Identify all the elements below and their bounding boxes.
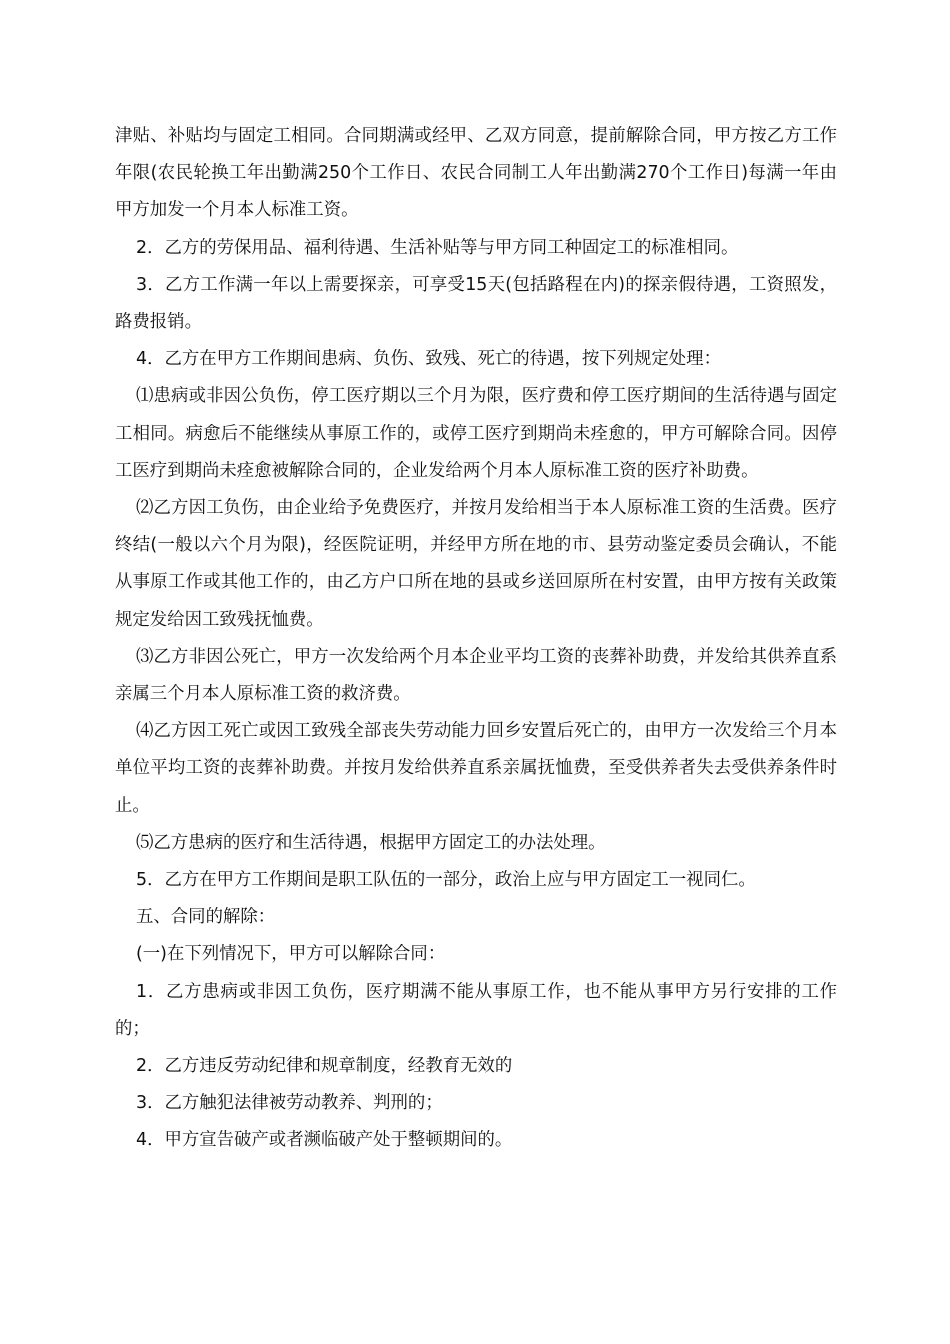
termination-item-3: 3．乙方触犯法律被劳动教养、判刑的； [136, 1093, 443, 1114]
paragraph-subitem-3-non-work-death: ⑶乙方非因公死亡，甲方一次发给两个月本企业平均工资的丧葬补助费，并发给其供养直系亲属三个月本人原标准工资的救济费。 [115, 646, 837, 705]
termination-item-4: 4．甲方宣告破产或者濒临破产处于整顿期间的。 [136, 1130, 513, 1151]
paragraph-item-3-home-leave: 3．乙方工作满一年以上需要探亲，可享受15天(包括路程在内)的探亲假待遇，工资照发，路费报销。 [115, 274, 837, 333]
paragraph-subitem-1-illness: ⑴患病或非因公负伤，停工医疗期以三个月为限，医疗费和停工医疗期间的生活待遇与固定工相同。病愈后不能继续从事原工作的，或停工医疗到期尚未痊愈的，甲方可解除合同。因停工医疗到期尚未痊愈被解除合同的，企业发给两个月本人原标准工资的医疗补助费。 [115, 386, 837, 481]
paragraph-item-2-benefits: 2．乙方的劳保用品、福利待遇、生活补贴等与甲方同工种固定工的标准相同。 [136, 237, 739, 258]
paragraph-subitem-5-medical: ⑸乙方患病的医疗和生活待遇，根据甲方固定工的办法处理。 [136, 832, 606, 853]
paragraph-subitem-2-work-injury: ⑵乙方因工负伤，由企业给予免费医疗，并按月发给相当于本人原标准工资的生活费。医疗终结(一般以六个月为限)，经医院证明，并经甲方所在地的市、县劳动鉴定委员会确认，不能从事原工作或其他工作的，由乙方户口所在地的县或乡送回原所在村安置，由甲方按有关政策规定发给因工致残抚恤费。 [115, 498, 837, 630]
paragraph-subitem-4-work-death: ⑷乙方因工死亡或因工致残全部丧失劳动能力回乡安置后死亡的，由甲方一次发给三个月本单位平均工资的丧葬补助费。并按月发给供养直系亲属抚恤费，至受供养者失去受供养条件时止。 [115, 721, 837, 816]
termination-item-1: 1．乙方患病或非因工负伤，医疗期满不能从事原工作，也不能从事甲方另行安排的工作的； [115, 981, 837, 1039]
paragraph-item-4-treatment: 4．乙方在甲方工作期间患病、负伤、致残、死亡的待遇，按下列规定处理： [136, 349, 721, 370]
termination-item-2: 2．乙方违反劳动纪律和规章制度，经教育无效的 [136, 1056, 513, 1077]
section-heading-termination: 五、合同的解除： [136, 907, 276, 928]
subsection-heading-party-a-terminate: (一)在下列情况下，甲方可以解除合同： [136, 944, 446, 965]
paragraph-item-5-workforce: 5．乙方在甲方工作期间是职工队伍的一部分，政治上应与甲方固定工一视同仁。 [136, 870, 756, 891]
paragraph-allowance-continuation: 津贴、补贴均与固定工相同。合同期满或经甲、乙双方同意，提前解除合同，甲方按乙方工作年限(农民轮换工年出勤满250个工作日、农民合同制工人年出勤满270个工作日)每满一年由甲方加发一个月本人标准工资。 [115, 126, 837, 221]
document-body [115, 118, 837, 1160]
